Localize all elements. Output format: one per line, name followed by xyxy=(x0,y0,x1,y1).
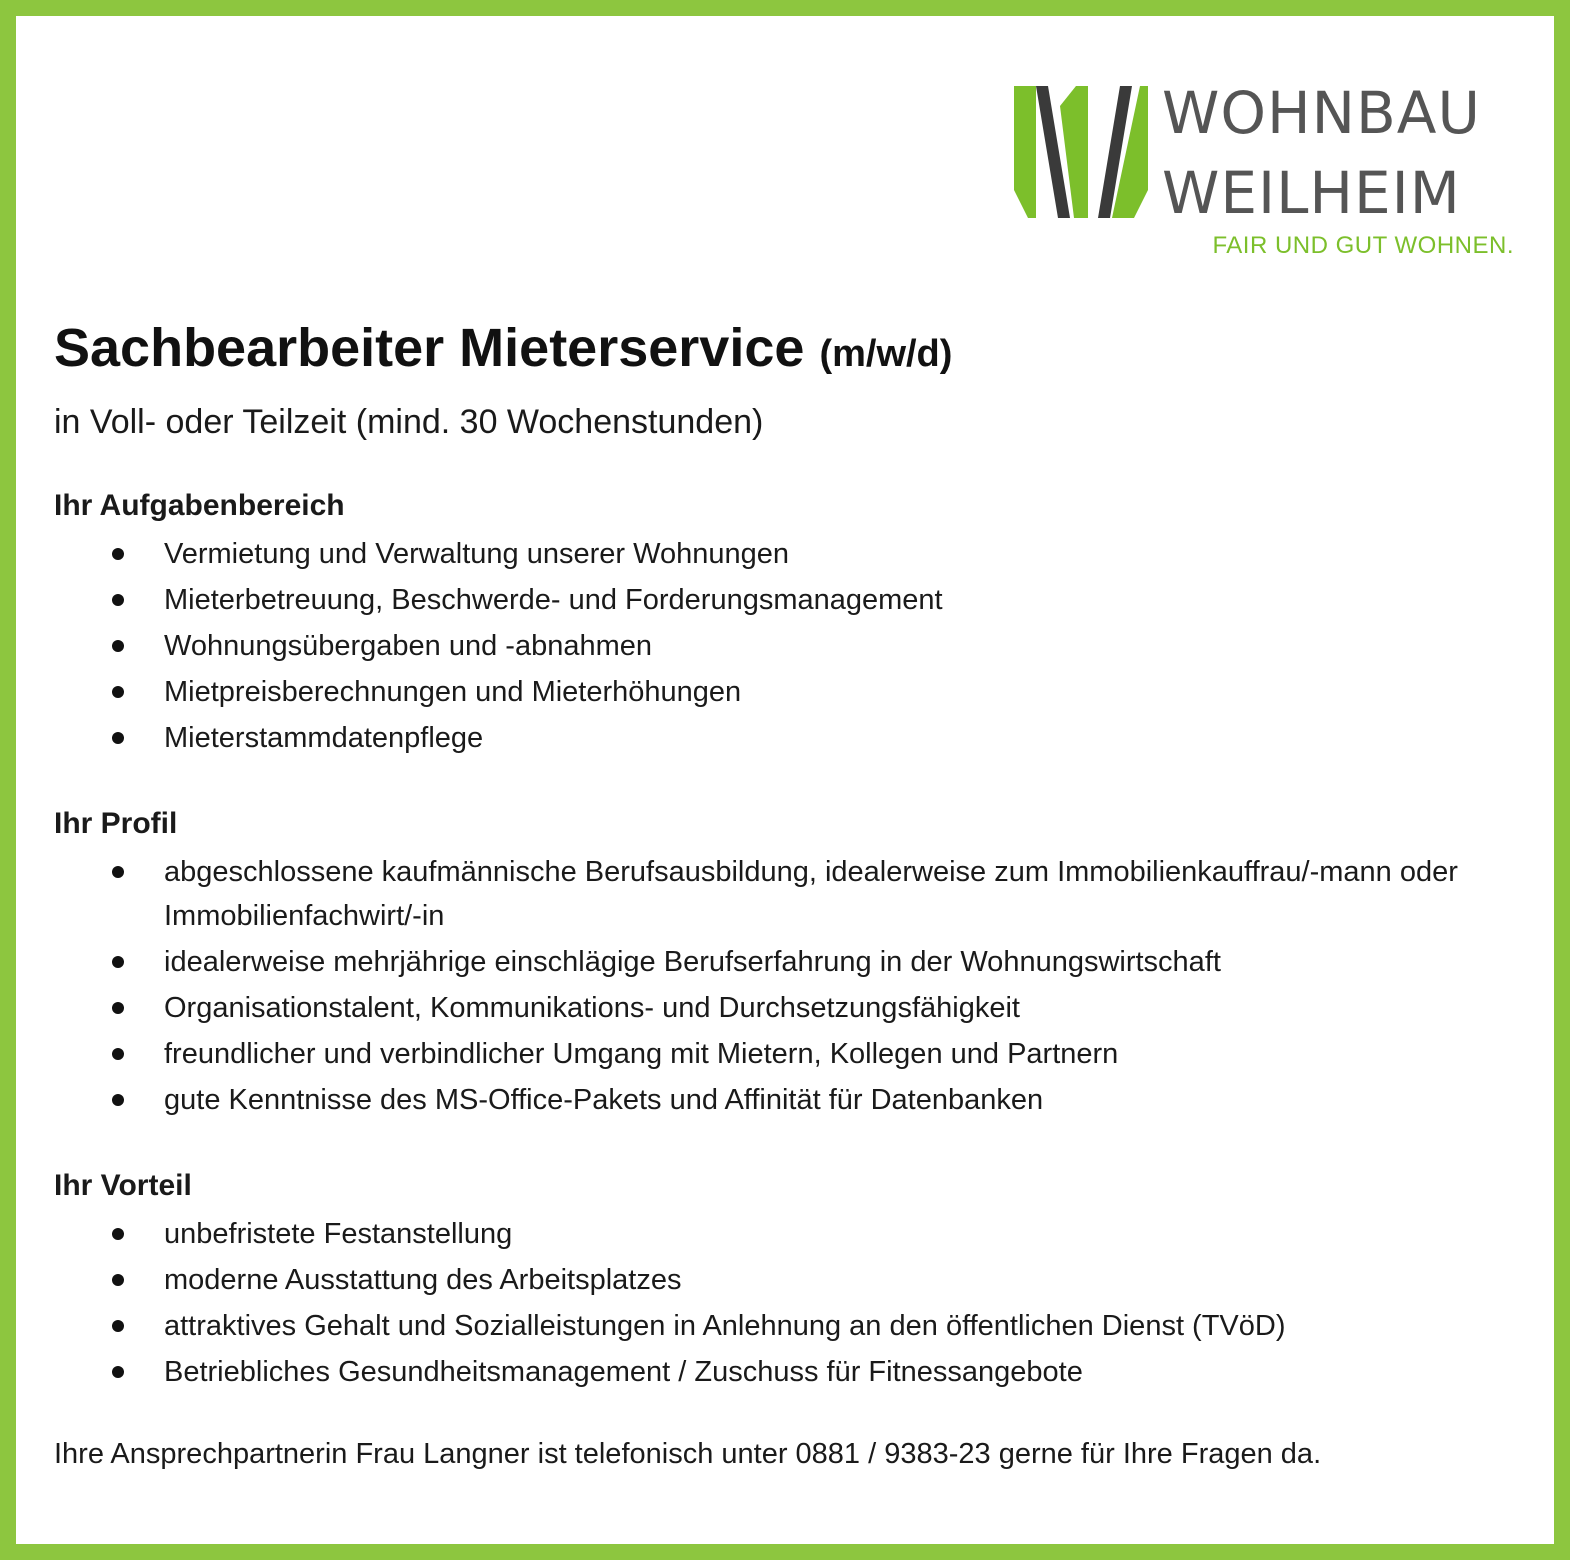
bullet-list xyxy=(54,532,1554,760)
bullet-icon xyxy=(112,1320,124,1332)
job-posting xyxy=(54,316,1554,1505)
list-item xyxy=(54,1304,1554,1348)
list-item xyxy=(54,532,1554,576)
section-heading: Ihr Aufgabenbereich xyxy=(54,489,345,522)
list-item-text: moderne Ausstattung des Arbeitsplatzes xyxy=(164,1264,682,1296)
list-item-text: idealerweise mehrjährige einschlägige Berufserfahrung in der Wohnungswirtschaft xyxy=(164,946,1221,978)
job-subtitle: in Voll- oder Teilzeit (mind. 30 Wochenstunden) xyxy=(54,403,764,441)
list-item xyxy=(54,624,1554,668)
list-item-text: Mieterbetreuung, Beschwerde- und Forderungsmanagement xyxy=(164,584,943,616)
list-item-text: Wohnungsübergaben und -abnahmen xyxy=(164,630,653,662)
bullet-icon xyxy=(112,956,124,968)
section-heading: Ihr Vorteil xyxy=(54,1169,192,1202)
list-item-text: abgeschlossene kaufmännische Berufsausbildung, idealerweise zum Immobilienkauffrau/-mann oder Immobilienfachwirt/-in xyxy=(164,856,1458,932)
list-item xyxy=(54,1078,1554,1122)
list-item-text: Organisationstalent, Kommunikations- und Durchsetzungsfähigkeit xyxy=(164,992,1020,1024)
list-item-text: Betriebliches Gesundheitsmanagement / Zuschuss für Fitnessangebote xyxy=(164,1356,1083,1388)
list-item xyxy=(54,940,1554,984)
list-item-text: Vermietung und Verwaltung unserer Wohnungen xyxy=(164,538,790,570)
bullet-icon xyxy=(112,1048,124,1060)
bullet-icon xyxy=(112,594,124,606)
job-title xyxy=(54,316,1554,386)
bullet-icon xyxy=(112,686,124,698)
list-item xyxy=(54,578,1554,622)
list-item-text: freundlicher und verbindlicher Umgang mit Mietern, Kollegen und Partnern xyxy=(164,1038,1119,1070)
company-logo xyxy=(1014,79,1516,262)
section-vorteil xyxy=(54,1166,1554,1394)
bullet-icon xyxy=(112,1094,124,1106)
job-title-suffix: (m/w/d) xyxy=(819,333,953,375)
logo-tagline: FAIR UND GUT WOHNEN. xyxy=(1212,232,1514,259)
bullet-icon xyxy=(112,1366,124,1378)
list-item xyxy=(54,1258,1554,1302)
section-aufgabenbereich xyxy=(54,486,1554,760)
section-heading: Ihr Profil xyxy=(54,807,178,840)
logo-wordmark-line2: WEILHEIM xyxy=(1162,159,1461,227)
section-profil xyxy=(54,804,1554,1122)
list-item xyxy=(54,716,1554,760)
bullet-icon xyxy=(112,866,124,878)
list-item-text: unbefristete Festanstellung xyxy=(164,1218,513,1250)
list-item-text: Mietpreisberechnungen und Mieterhöhungen xyxy=(164,676,742,708)
bullet-icon xyxy=(112,1228,124,1240)
contact-text: Ihre Ansprechpartnerin Frau Langner ist telefonisch unter 0881 / 9383-23 gerne für Ihre Fragen da. xyxy=(54,1438,1322,1470)
job-title-text: Sachbearbeiter Mieterservice xyxy=(54,318,805,378)
logo-wordmark-line1: WOHNBAU xyxy=(1162,79,1481,147)
list-item xyxy=(54,1212,1554,1256)
bullet-list xyxy=(54,1212,1554,1394)
list-item-text: attraktives Gehalt und Sozialleistungen in Anlehnung an den öffentlichen Dienst (TVöD) xyxy=(164,1310,1286,1342)
list-item xyxy=(54,986,1554,1030)
list-item xyxy=(54,850,1554,938)
list-item xyxy=(54,1032,1554,1076)
list-item xyxy=(54,1350,1554,1394)
list-item-text: gute Kenntnisse des MS-Office-Pakets und Affinität für Datenbanken xyxy=(164,1084,1044,1116)
list-item xyxy=(54,670,1554,714)
bullet-icon xyxy=(112,1002,124,1014)
wohnbau-w-logo-icon xyxy=(1014,86,1148,218)
bullet-list xyxy=(54,850,1554,1122)
bullet-icon xyxy=(112,548,124,560)
bullet-icon xyxy=(112,1274,124,1286)
list-item-text: Mieterstammdatenpflege xyxy=(164,722,484,754)
bullet-icon xyxy=(112,732,124,744)
bullet-icon xyxy=(112,640,124,652)
